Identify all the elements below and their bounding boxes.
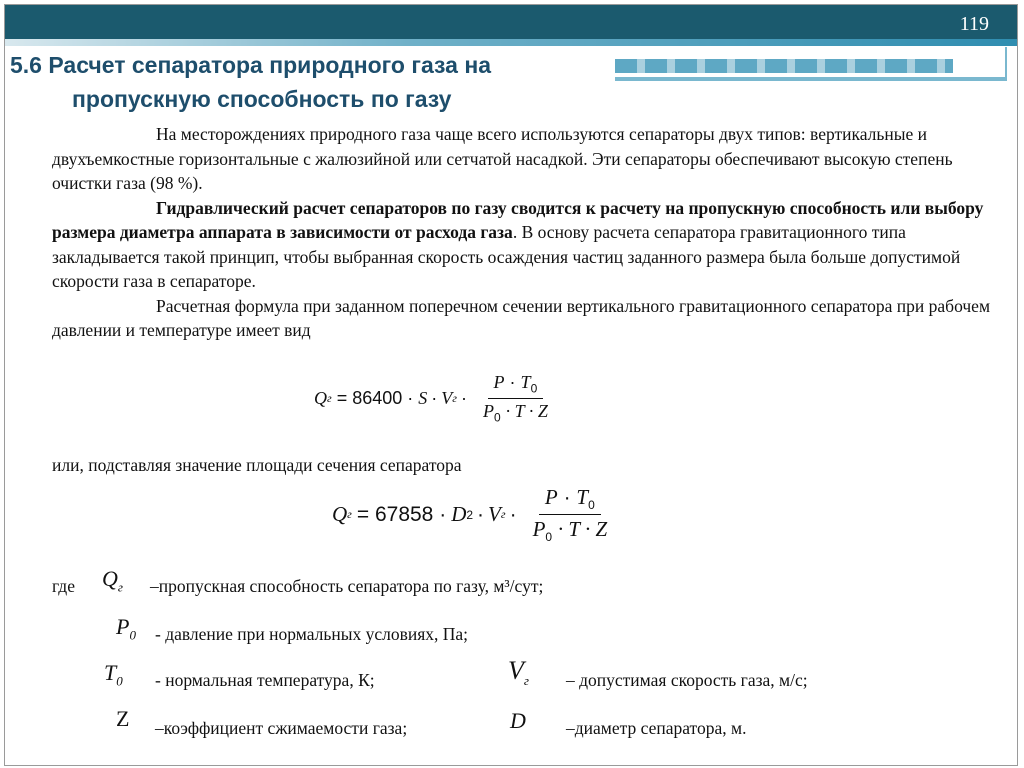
legend-z-description: –коэффициент сжимаемости газа; bbox=[155, 718, 408, 738]
formula-1-numerator bbox=[488, 372, 544, 399]
legend-d-description: –диаметр сепаратора, м. bbox=[566, 718, 747, 738]
formula-2-denominator bbox=[527, 515, 614, 544]
formula-1-coefficient: = 86400 · bbox=[336, 387, 414, 408]
formula-2-d: D bbox=[451, 502, 467, 527]
formula-2-q: Q bbox=[332, 502, 348, 527]
formula-1-fraction bbox=[477, 372, 554, 424]
formula-1-num-dot: · bbox=[509, 372, 516, 392]
formula-2-numerator bbox=[539, 485, 601, 515]
legend-q-sub: г bbox=[117, 579, 123, 595]
formula-1-num-t: T bbox=[520, 372, 531, 392]
formula-1-q: Q bbox=[314, 387, 327, 408]
page-number: 119 bbox=[959, 13, 989, 35]
legend-q-description: –пропускная способность сепаратора по газу, м³/сут; bbox=[150, 576, 544, 596]
or-substituting-text: или, подставляя значение площади сечения сепаратора bbox=[52, 455, 462, 475]
formula-1-num-p: P bbox=[493, 372, 505, 392]
title-line-2: пропускную способность по газу bbox=[72, 86, 452, 112]
formula-1-v-sub: г bbox=[452, 390, 457, 405]
paragraph-2-bold: Гидравлический расчет сепараторов по газу сводится к расчету на пропускную способность или выбору размера диаметра аппарата в зависимости от расхода газа bbox=[52, 197, 984, 242]
paragraph-2 bbox=[52, 196, 997, 294]
formula-2-num-t: T bbox=[576, 485, 589, 509]
formula-2-v-sub: г bbox=[500, 507, 506, 522]
paragraph-1-text: На месторождениях природного газа чаще всего используются сепараторы двух типов: вертикальные и двухъемкостные горизонтальные с жалюзийной или сетчатой насадкой. Эти сепараторы обеспечивают высокую степень очистки газа (98 %). bbox=[52, 124, 953, 193]
legend-t0-letter: T bbox=[104, 660, 117, 685]
formula-1-dot-2: · bbox=[460, 387, 467, 408]
formula-2-den-p-sub: 0 bbox=[545, 530, 553, 545]
formula-1-v: V bbox=[441, 387, 453, 408]
formula-1 bbox=[314, 372, 554, 424]
legend-p0-description: - давление при нормальных условиях, Па; bbox=[155, 624, 469, 644]
formula-2-q-sub: г bbox=[347, 507, 352, 522]
legend-t0-symbol bbox=[104, 660, 123, 689]
legend-q-symbol bbox=[102, 566, 123, 595]
legend-p0-letter: P bbox=[116, 614, 130, 639]
header-stripe bbox=[5, 39, 1017, 46]
legend-t0-description: - нормальная температура, К; bbox=[155, 670, 375, 690]
formula-2-dot-2: · bbox=[509, 502, 517, 526]
title-line-1: 5.6 Расчет сепаратора природного газа на bbox=[10, 52, 492, 78]
formula-1-num-t-sub: 0 bbox=[530, 381, 538, 396]
paragraph-2-rest: . В основу расчета сепаратора гравитационного типа закладывается такой принцип, чтобы выбранная скорость осаждения частиц заданного размера была больше допустимой скорости газа в сепараторе. bbox=[52, 222, 961, 291]
legend-d-symbol: D bbox=[510, 708, 526, 733]
formula-1-s: S bbox=[418, 387, 428, 408]
legend-t0-sub: 0 bbox=[116, 673, 123, 689]
formula-1-den-p-sub: 0 bbox=[493, 410, 501, 425]
legend-p0-sub: 0 bbox=[129, 627, 136, 643]
formula-1-denominator bbox=[477, 399, 554, 425]
formula-2-coefficient: = 67858 · bbox=[356, 502, 447, 526]
paragraph-1 bbox=[52, 122, 997, 196]
legend-p0-symbol bbox=[116, 614, 136, 643]
paragraph-3 bbox=[52, 294, 997, 343]
title-decoration-bar bbox=[615, 59, 953, 73]
formula-1-dot: · bbox=[431, 387, 438, 408]
formula-2-num-t-sub: 0 bbox=[588, 498, 595, 513]
header-band bbox=[5, 5, 1017, 39]
title-decoration-line bbox=[615, 77, 1005, 81]
formula-2-d-sup: 2 bbox=[466, 507, 474, 522]
slide-title bbox=[10, 48, 610, 116]
legend-v-description: – допустимая скорость газа, м/с; bbox=[566, 670, 808, 690]
legend-q-letter: Q bbox=[102, 566, 118, 591]
paragraph-3-text: Расчетная формула при заданном поперечном сечении вертикального гравитационного сепаратора при рабочем давлении и температуре имеет вид bbox=[52, 295, 991, 340]
formula-2-v: V bbox=[488, 502, 501, 527]
formula-2-num-dot: · bbox=[563, 486, 571, 509]
legend-v-symbol bbox=[508, 656, 529, 689]
formula-1-den-p: P bbox=[482, 400, 494, 421]
formula-2-dot: · bbox=[477, 502, 485, 526]
legend-z-symbol: Z bbox=[116, 706, 130, 731]
formula-2-fraction bbox=[527, 485, 614, 544]
formula-2-den-p: P bbox=[532, 517, 546, 542]
legend-where: где bbox=[52, 576, 75, 596]
formula-2-num-p: P bbox=[544, 485, 558, 509]
legend-v-sub: г bbox=[523, 673, 529, 689]
legend-v-letter: V bbox=[508, 656, 524, 685]
formula-2-den-rest: · T · Z bbox=[557, 517, 608, 542]
body-text bbox=[52, 122, 997, 343]
formula-1-q-sub: г bbox=[327, 390, 332, 405]
formula-2 bbox=[332, 485, 613, 544]
formula-1-den-rest: · T · Z bbox=[505, 400, 548, 421]
title-decoration-vline bbox=[1005, 47, 1007, 81]
